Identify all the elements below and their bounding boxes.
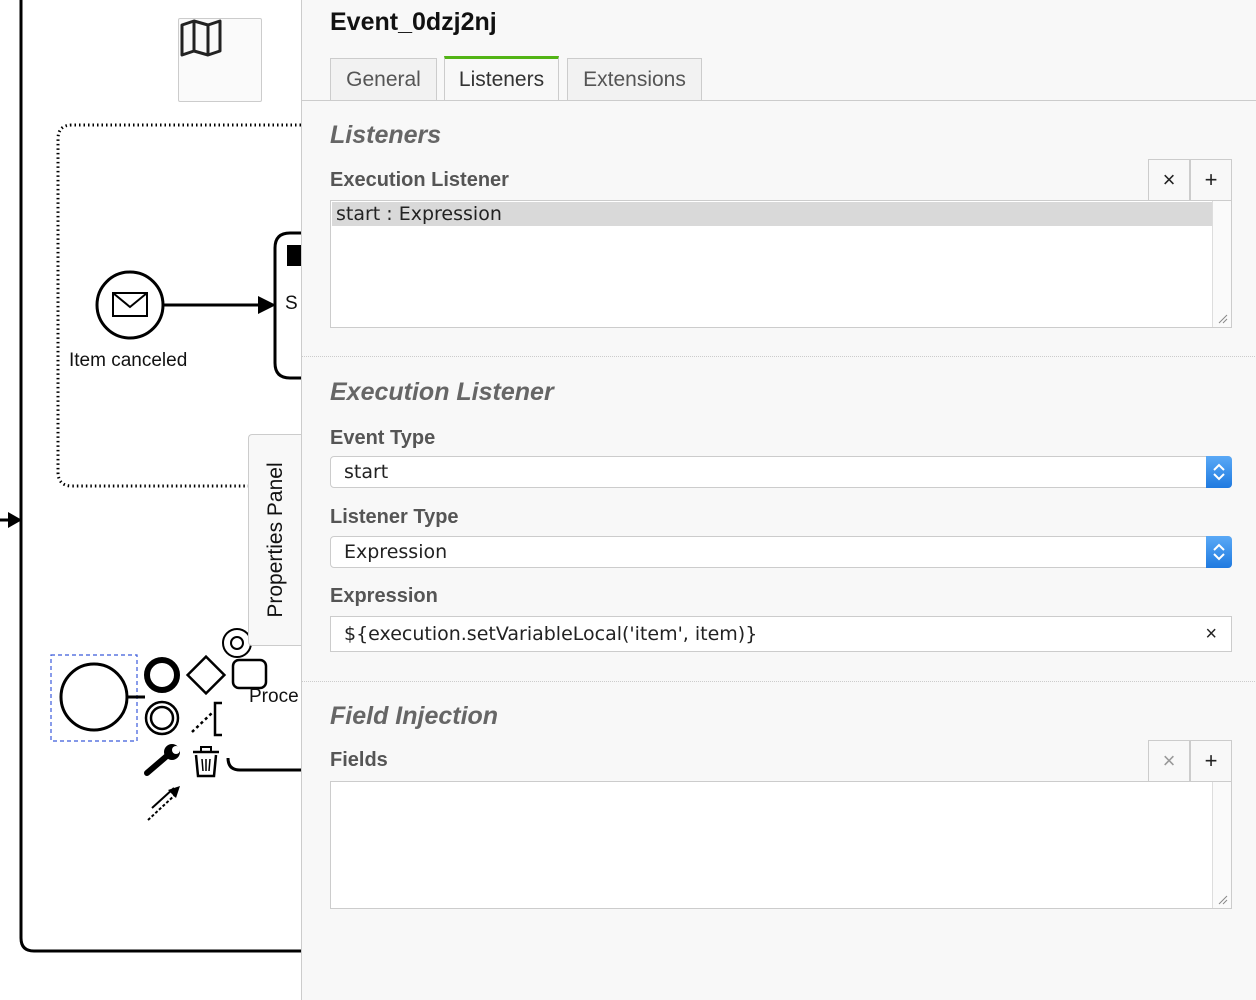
connect-arrow-icon[interactable] — [148, 786, 180, 820]
event-type-value: start — [344, 461, 389, 483]
execution-listener-group-title: Execution Listener — [330, 378, 554, 406]
wrench-icon[interactable] — [147, 744, 180, 773]
panel-tabs — [302, 56, 1256, 101]
append-task-icon[interactable] — [233, 660, 266, 688]
select-arrow — [1206, 536, 1232, 568]
envelope-icon — [113, 293, 147, 316]
fields-list[interactable] — [330, 781, 1232, 909]
event-type-label: Event Type — [330, 427, 436, 449]
arrow-head-icon — [258, 296, 276, 314]
append-intermediate-event-icon[interactable] — [146, 702, 178, 734]
bpmn-canvas[interactable] — [0, 0, 301, 1000]
properties-panel — [301, 0, 1256, 1000]
expression-value: ${execution.setVariableLocal('item', item)} — [344, 623, 758, 645]
select-arrow — [1206, 456, 1232, 488]
minimap-toggle-button[interactable] — [178, 18, 262, 102]
execution-listener-label: Execution Listener — [330, 169, 509, 191]
listbox-scrollbar[interactable] — [1212, 201, 1231, 327]
event-label: Item canceled — [69, 350, 188, 371]
process-task-label: Proce — [249, 686, 299, 707]
task-label: S — [285, 293, 298, 314]
tab-extensions[interactable]: Extensions — [567, 58, 702, 100]
map-icon — [179, 19, 223, 57]
chevron-updown-icon — [1212, 542, 1226, 562]
remove-field-button[interactable]: × — [1148, 740, 1190, 782]
list-item[interactable]: start : Expression — [332, 202, 1212, 226]
service-gear-icon — [223, 629, 251, 657]
trash-icon[interactable] — [193, 747, 219, 776]
listener-type-select[interactable] — [330, 536, 1232, 568]
start-event-selected[interactable] — [61, 664, 127, 730]
panel-title: Event_0dzj2nj — [330, 8, 497, 36]
append-gateway-icon[interactable] — [188, 657, 225, 694]
resize-grip-icon[interactable] — [1218, 314, 1228, 324]
properties-panel-toggle-label: Properties Panel — [263, 462, 287, 618]
event-type-select[interactable] — [330, 456, 1232, 488]
process-task-shape[interactable] — [228, 758, 301, 770]
expression-label: Expression — [330, 585, 438, 607]
listener-type-label: Listener Type — [330, 506, 459, 528]
remove-listener-button[interactable]: × — [1148, 159, 1190, 201]
execution-listener-list[interactable] — [330, 200, 1232, 328]
group-separator — [302, 356, 1256, 357]
listener-type-value: Expression — [344, 541, 448, 563]
listbox-scrollbar[interactable] — [1212, 782, 1231, 908]
field-injection-group-title: Field Injection — [330, 702, 499, 730]
group-separator — [302, 681, 1256, 682]
expression-input[interactable] — [330, 616, 1232, 652]
listeners-group-title: Listeners — [330, 121, 442, 149]
add-listener-button[interactable]: + — [1190, 159, 1232, 201]
tab-general[interactable]: General — [330, 58, 437, 100]
tab-listeners[interactable]: Listeners — [444, 56, 559, 100]
properties-panel-toggle[interactable] — [248, 434, 301, 646]
add-field-button[interactable]: + — [1190, 740, 1232, 782]
text-annotation-icon[interactable] — [192, 703, 222, 735]
task-marker-icon — [287, 245, 301, 266]
resize-grip-icon[interactable] — [1218, 895, 1228, 905]
fields-label: Fields — [330, 749, 388, 771]
append-end-event-icon[interactable] — [147, 660, 177, 690]
clear-expression-button[interactable]: × — [1205, 623, 1217, 645]
chevron-updown-icon — [1212, 462, 1226, 482]
